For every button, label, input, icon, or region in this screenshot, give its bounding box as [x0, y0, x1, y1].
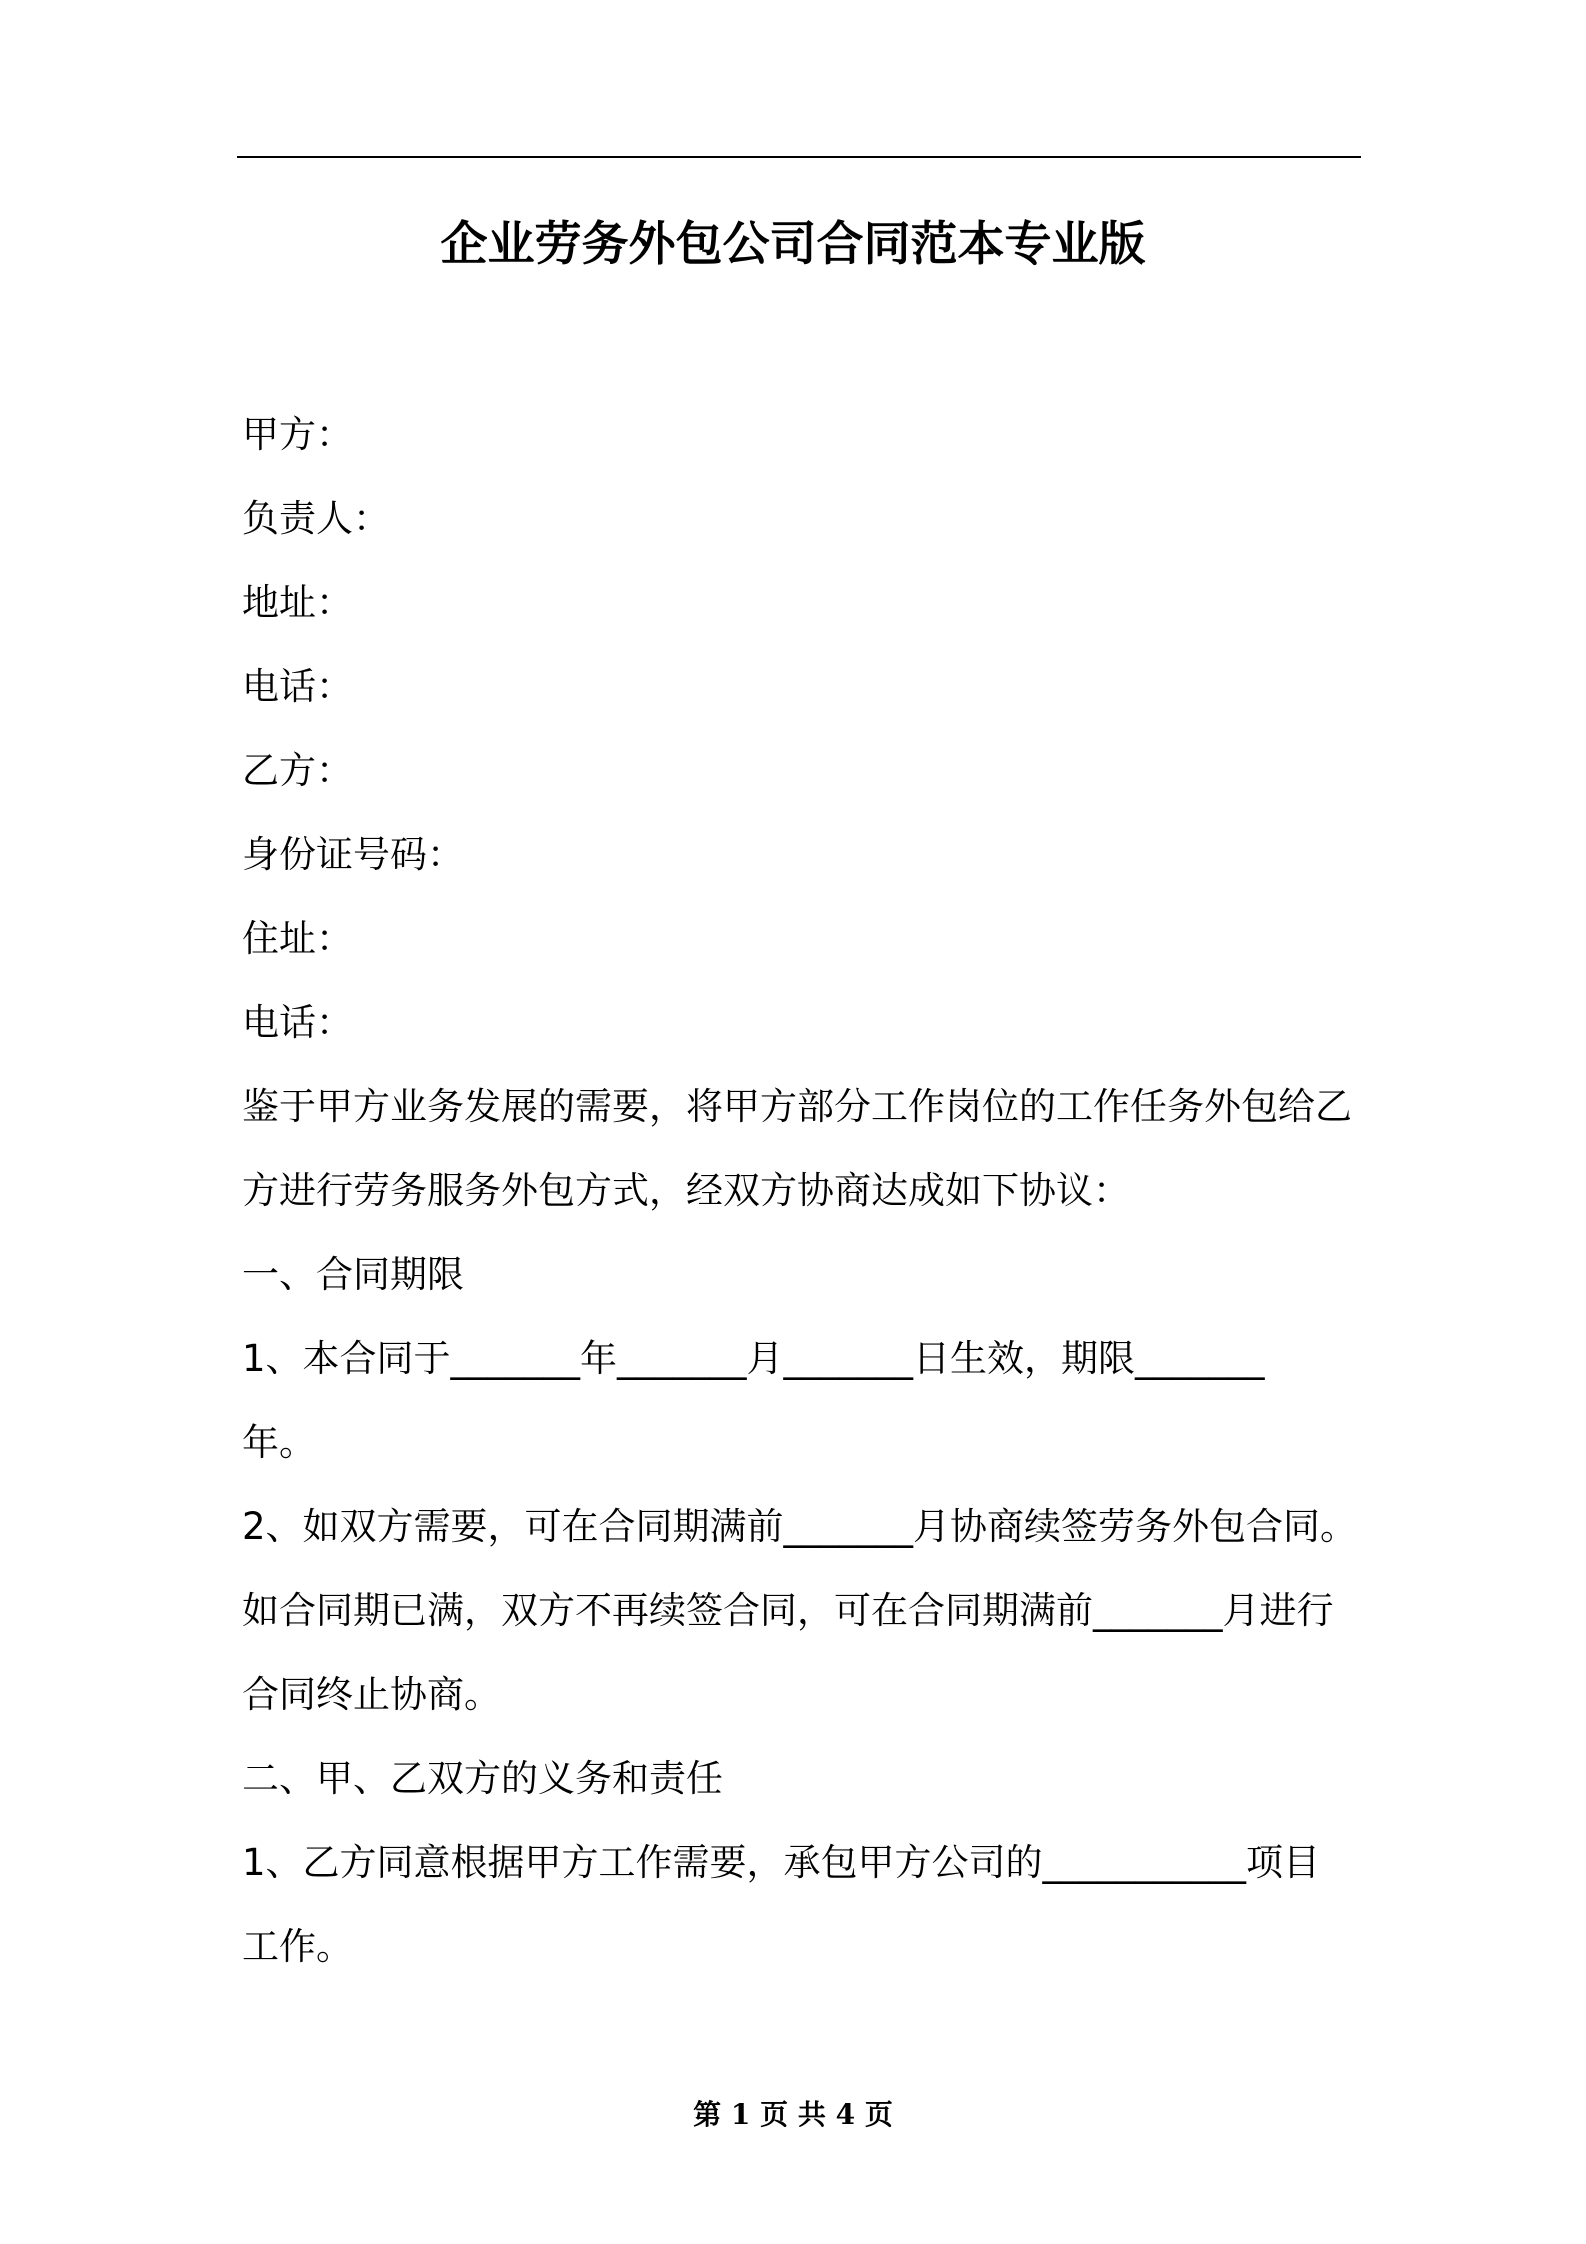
preamble-line-1: 鉴于甲方业务发展的需要，将甲方部分工作岗位的工作任务外包给乙	[242, 1085, 1352, 1128]
page-footer: 第 1 页 共 4 页	[693, 2098, 893, 2131]
clause-1-2-line-2: 如合同期已满，双方不再续签合同，可在合同期满前_______月进行	[242, 1589, 1334, 1632]
clause-1-2-line-3: 合同终止协商。	[242, 1673, 501, 1716]
party-a-address-label: 地址：	[242, 581, 353, 624]
party-b-label: 乙方：	[242, 749, 353, 792]
preamble-line-2: 方进行劳务服务外包方式，经双方协商达成如下协议：	[242, 1169, 1130, 1212]
section-heading-obligations: 二、甲、乙双方的义务和责任	[242, 1757, 723, 1800]
clause-2-1-line-1: 1、乙方同意根据甲方工作需要，承包甲方公司的___________项目	[242, 1841, 1321, 1884]
clause-1-1-line-1: 1、本合同于_______年_______月_______日生效，期限_______	[242, 1337, 1265, 1380]
header-rule	[237, 156, 1361, 158]
section-heading-term: 一、合同期限	[242, 1253, 464, 1296]
party-a-label: 甲方：	[242, 413, 353, 456]
document-title: 企业劳务外包公司合同范本专业版	[440, 217, 1146, 272]
party-b-phone-label: 电话：	[242, 1001, 353, 1044]
party-b-id-number-label: 身份证号码：	[242, 833, 464, 876]
clause-1-2-line-1: 2、如双方需要，可在合同期满前_______月协商续签劳务外包合同。	[242, 1505, 1358, 1548]
clause-1-1-line-2: 年。	[242, 1421, 316, 1464]
clause-2-1-line-2: 工作。	[242, 1925, 353, 1968]
party-a-representative-label: 负责人：	[242, 497, 390, 540]
party-a-phone-label: 电话：	[242, 665, 353, 708]
party-b-residence-label: 住址：	[242, 917, 353, 960]
